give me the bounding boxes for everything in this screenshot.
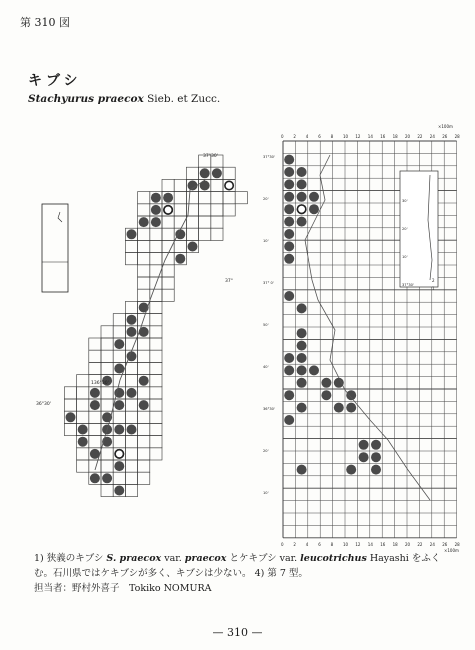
altitude-dot-filled xyxy=(371,452,381,462)
map-grid-cell xyxy=(211,216,223,228)
map-grid-cell xyxy=(174,204,186,216)
caption-text: 1) 狭義のキブシ xyxy=(34,553,107,564)
altitude-dot-filled xyxy=(346,465,356,475)
map-grid-cell xyxy=(223,167,235,179)
caption-text: Hayashi をふく xyxy=(366,553,441,564)
tick-label-bottom: 6 xyxy=(318,541,321,547)
map-grid-cell xyxy=(89,411,101,423)
map-grid-cell xyxy=(150,338,162,350)
map-grid-cell xyxy=(150,253,162,265)
map-grid-cell xyxy=(150,326,162,338)
occurrence-dot-filled xyxy=(102,473,112,483)
lat-label-left: 37° 0' xyxy=(263,281,274,285)
map-grid-cell xyxy=(186,192,198,204)
map-grid-cell xyxy=(162,277,174,289)
altitude-dot-filled xyxy=(359,440,369,450)
occurrence-dot-open xyxy=(225,181,233,189)
occurrence-dot-filled xyxy=(127,388,137,398)
map-grid-cell xyxy=(138,277,150,289)
map-grid-cell xyxy=(101,484,113,496)
caption-line-1 xyxy=(34,551,454,566)
scientific-genus-species: Stachyurus praecox xyxy=(28,93,144,105)
altitude-dot-filled xyxy=(359,452,369,462)
map-grid-cell xyxy=(223,204,235,216)
occurrence-dot-filled xyxy=(127,425,137,435)
lat-label: 37° xyxy=(225,279,233,284)
map-grid-cell xyxy=(138,289,150,301)
map-grid-cell xyxy=(64,399,76,411)
map-grid-cell xyxy=(150,423,162,435)
inset-lat-label: 30' xyxy=(402,199,408,203)
lon-label: 136°30' xyxy=(91,381,109,386)
altitude-dot-filled xyxy=(309,365,319,375)
map-grid-cell xyxy=(138,204,150,216)
map-grid-cell xyxy=(162,216,174,228)
map-grid-cell xyxy=(186,228,198,240)
tick-label-bottom: 16 xyxy=(380,541,386,547)
occurrence-dot-filled xyxy=(114,400,124,410)
map-grid-cell xyxy=(199,192,211,204)
altitude-dot-filled xyxy=(297,403,307,413)
map-grid-cell xyxy=(101,387,113,399)
map-grid-cell xyxy=(101,362,113,374)
map-grid-cell xyxy=(186,167,198,179)
tick-label-top: 6 xyxy=(318,134,321,139)
tick-label-top: 28 xyxy=(454,134,460,139)
map-grid-cell xyxy=(101,399,113,411)
map-grid-cell xyxy=(138,192,150,204)
lat-label: 36°30' xyxy=(36,402,51,407)
altitude-dot-filled xyxy=(284,155,294,165)
altitude-dot-filled xyxy=(284,179,294,189)
map-grid-cell xyxy=(125,253,137,265)
map-grid-cell xyxy=(199,204,211,216)
map-grid-cell xyxy=(162,265,174,277)
altitude-dot-filled xyxy=(284,241,294,251)
map-grid-cell xyxy=(150,411,162,423)
altitude-dot-filled xyxy=(297,353,307,363)
map-grid-cell xyxy=(64,387,76,399)
altitude-dot-filled xyxy=(284,229,294,239)
map-grid-cell xyxy=(113,375,125,387)
map-grid-cell xyxy=(113,350,125,362)
map-grid-cell xyxy=(150,399,162,411)
map-grid-cell xyxy=(138,411,150,423)
species-japanese-name: キブシ xyxy=(28,73,82,89)
occurrence-dot-filled xyxy=(90,388,100,398)
altitude-dot-filled xyxy=(297,378,307,388)
tick-label-bottom: 4 xyxy=(305,541,309,547)
occurrence-dot-filled xyxy=(151,205,161,215)
caption-text: var. xyxy=(161,553,185,564)
altitude-dot-filled xyxy=(297,365,307,375)
altitude-dot-filled xyxy=(284,192,294,202)
map-grid-cell xyxy=(101,338,113,350)
map-grid-cell xyxy=(211,179,223,191)
altitude-dot-filled xyxy=(371,440,381,450)
altitude-dot-filled xyxy=(284,365,294,375)
map-grid-cell xyxy=(138,265,150,277)
map-grid-cell xyxy=(150,375,162,387)
map-grid-cell xyxy=(174,240,186,252)
occurrence-dot-filled xyxy=(127,327,137,337)
map-grid-cell xyxy=(138,436,150,448)
occurrence-dot-filled xyxy=(78,437,88,447)
caption-author: 担当者：野村外喜子 Tokiko NOMURA xyxy=(34,583,212,594)
tick-label-bottom: 18 xyxy=(392,541,398,547)
tick-label-bottom: 10 xyxy=(343,541,349,547)
altitude-dot-filled xyxy=(321,378,331,388)
map-grid-cell xyxy=(125,460,137,472)
map-grid-cell xyxy=(150,362,162,374)
map-grid-cell xyxy=(150,314,162,326)
map-grid-cell xyxy=(125,436,137,448)
map-grid-cell xyxy=(138,338,150,350)
tick-label-top: 4 xyxy=(305,134,309,139)
caption-italic-species: S. praecox xyxy=(106,553,162,564)
legend-inset-map xyxy=(400,171,438,291)
lat-label: 37°30' xyxy=(203,154,218,159)
tick-label-top: 8 xyxy=(330,134,334,139)
map-grid-cell xyxy=(138,362,150,374)
occurrence-dot-filled xyxy=(151,217,161,227)
tick-label-top: 16 xyxy=(380,134,386,139)
location-inset-map xyxy=(42,204,68,292)
map-grid-cell xyxy=(89,423,101,435)
map-grid-cell xyxy=(162,179,174,191)
map-grid-cell xyxy=(174,179,186,191)
map-grid-cell xyxy=(138,460,150,472)
tick-label-bottom: 14 xyxy=(367,541,373,547)
occurrence-dot-filled xyxy=(163,193,173,203)
map-grid-cell xyxy=(113,436,125,448)
map-grid-cell xyxy=(89,436,101,448)
map-grid-cell xyxy=(199,228,211,240)
tick-label-top: 22 xyxy=(417,134,423,139)
map-grid-cell xyxy=(162,228,174,240)
altitude-dot-filled xyxy=(284,353,294,363)
altitude-dot-open xyxy=(297,205,305,213)
altitude-dot-filled xyxy=(284,291,294,301)
altitude-dot-filled xyxy=(297,192,307,202)
map-grid-cell xyxy=(125,375,137,387)
occurrence-dot-filled xyxy=(200,168,210,178)
altitude-dot-filled xyxy=(284,167,294,177)
legend-number: 1 xyxy=(432,286,435,291)
map-grid-cell xyxy=(162,240,174,252)
map-grid-cell xyxy=(101,460,113,472)
map-grid-cell xyxy=(162,289,174,301)
map-grid-cell xyxy=(113,472,125,484)
map-grid-cell xyxy=(138,387,150,399)
tick-label-bottom: 20 xyxy=(405,541,411,547)
map-grid-cell xyxy=(150,228,162,240)
occurrence-dot-filled xyxy=(175,254,185,264)
map-grid-cell xyxy=(89,362,101,374)
inset-lat-label: 10' xyxy=(402,255,408,259)
scientific-authority: Sieb. et Zucc. xyxy=(147,93,221,105)
lat-label-left: 20' xyxy=(263,197,269,201)
tick-label-top: 14 xyxy=(367,134,373,139)
page-number: — 310 — xyxy=(212,626,263,639)
occurrence-dot-filled xyxy=(175,229,185,239)
tick-label-top: 20 xyxy=(405,134,411,139)
map-grid-cell xyxy=(235,192,247,204)
tick-label-top: 18 xyxy=(392,134,398,139)
map-grid-cell xyxy=(150,448,162,460)
lat-label-left: 40' xyxy=(263,365,269,369)
map-grid-cell xyxy=(211,192,223,204)
map-grid-cell xyxy=(77,460,89,472)
map-grid-cell xyxy=(138,448,150,460)
map-grid-cell xyxy=(64,423,76,435)
lat-label-left: 10' xyxy=(263,239,269,243)
tick-label-bottom: 12 xyxy=(355,541,361,547)
map-grid-cell xyxy=(77,375,89,387)
occurrence-dot-filled xyxy=(114,425,124,435)
altitude-dot-filled xyxy=(309,204,319,214)
altitude-dot-filled xyxy=(297,217,307,227)
altitude-dot-filled xyxy=(297,303,307,313)
map-grid-cell xyxy=(125,484,137,496)
altitude-dot-filled xyxy=(346,403,356,413)
map-grid-cell xyxy=(138,350,150,362)
axis-unit-top: ×100m xyxy=(438,124,453,129)
map-grid-cell xyxy=(89,460,101,472)
map-grid-cell xyxy=(125,411,137,423)
lat-label-left: 50' xyxy=(263,323,269,327)
map-grid-cell xyxy=(138,228,150,240)
tick-label-bottom: 26 xyxy=(442,541,448,547)
map-grid-cell xyxy=(125,240,137,252)
altitude-dot-filled xyxy=(297,465,307,475)
map-grid-cell xyxy=(150,301,162,313)
figure-number: 第 310 図 xyxy=(20,16,70,29)
map-grid-cell xyxy=(125,399,137,411)
map-grid-cell xyxy=(150,436,162,448)
caption-italic-variety: leucotrichus xyxy=(300,553,367,564)
map-grid-cell xyxy=(199,216,211,228)
map-grid-cell xyxy=(150,265,162,277)
altitude-dot-filled xyxy=(284,254,294,264)
map-grid-cell xyxy=(125,472,137,484)
lat-label-left: 10' xyxy=(263,491,269,495)
map-grid-cell xyxy=(186,216,198,228)
tick-label-bottom: 24 xyxy=(429,541,435,547)
map-grid-cell xyxy=(150,387,162,399)
inset-frame xyxy=(42,204,68,292)
map-grid-cell xyxy=(101,326,113,338)
map-grid-cell xyxy=(150,350,162,362)
altitude-dot-filled xyxy=(297,341,307,351)
occurrence-dot-filled xyxy=(90,473,100,483)
occurrence-dot-filled xyxy=(188,242,198,252)
inset-lat-label: 37°30' xyxy=(402,283,414,287)
map-grid-cell xyxy=(223,192,235,204)
map-grid-cell xyxy=(125,448,137,460)
map-grid-cell xyxy=(89,350,101,362)
occurrence-dot-open xyxy=(115,450,123,458)
map-grid-cell xyxy=(113,326,125,338)
altitude-dot-filled xyxy=(284,217,294,227)
map-grid-cell xyxy=(125,301,137,313)
occurrence-dot-filled xyxy=(139,217,149,227)
occurrence-dot-open xyxy=(164,206,172,214)
map-grid-cell xyxy=(77,399,89,411)
figure-caption xyxy=(34,551,454,596)
axis-unit-bottom: ×100m xyxy=(444,547,459,553)
caption-text: とケキブシ var. xyxy=(226,553,301,564)
tick-label-top: 26 xyxy=(442,134,448,139)
altitude-dot-filled xyxy=(297,328,307,338)
lat-label-left: 37°30' xyxy=(263,155,275,159)
map-grid-cell xyxy=(138,423,150,435)
map-grid-cell xyxy=(101,350,113,362)
altitude-dot-filled xyxy=(346,390,356,400)
caption-italic-variety: praecox xyxy=(184,553,227,564)
legend-number: 2 xyxy=(432,278,435,283)
map-grid-cell xyxy=(101,448,113,460)
map-grid-cell xyxy=(89,338,101,350)
occurrence-dot-filled xyxy=(127,315,137,325)
altitude-dot-filled xyxy=(284,415,294,425)
occurrence-dot-filled xyxy=(78,425,88,435)
map-grid-cell xyxy=(174,192,186,204)
occurrence-dot-filled xyxy=(139,400,149,410)
occurrence-dot-filled xyxy=(139,376,149,386)
tick-label-bottom: 2 xyxy=(293,541,296,547)
altitude-dot-filled xyxy=(334,378,344,388)
occurrence-dot-filled xyxy=(212,168,222,178)
map-grid-cell xyxy=(211,204,223,216)
tick-label-bottom: 22 xyxy=(417,541,423,547)
lat-label-left: 20' xyxy=(263,449,269,453)
altitude-dot-filled xyxy=(309,192,319,202)
map-grid-cell xyxy=(113,314,125,326)
inset-lat-label: 20' xyxy=(402,227,408,231)
inset-shape xyxy=(58,212,62,222)
occurrence-dot-filled xyxy=(127,229,137,239)
altitude-dot-filled xyxy=(284,390,294,400)
tick-label-top: 12 xyxy=(355,134,361,139)
map-grid-cell xyxy=(138,472,150,484)
map-grid-cell xyxy=(77,448,89,460)
occurrence-dot-filled xyxy=(114,461,124,471)
map-grid-cell xyxy=(113,411,125,423)
map-grid-cell xyxy=(150,240,162,252)
occurrence-dot-filled xyxy=(151,193,161,203)
altitude-dot-filled xyxy=(321,390,331,400)
tick-label-top: 10 xyxy=(343,134,349,139)
altitude-dot-filled xyxy=(297,179,307,189)
altitude-dot-filled xyxy=(371,465,381,475)
tick-label-top: 24 xyxy=(429,134,435,139)
map-grid-cell xyxy=(211,228,223,240)
map-grid-cell xyxy=(77,387,89,399)
altitude-dot-filled xyxy=(284,204,294,214)
occurrence-dot-filled xyxy=(114,486,124,496)
occurrence-dot-filled xyxy=(66,412,76,422)
map-grid-cell xyxy=(138,253,150,265)
tick-label-bottom: 0 xyxy=(281,541,284,547)
tick-label-bottom: 8 xyxy=(330,541,334,547)
altitude-dot-filled xyxy=(297,167,307,177)
map-grid-cell xyxy=(138,240,150,252)
occurrence-dot-filled xyxy=(114,339,124,349)
occurrence-dot-filled xyxy=(90,400,100,410)
lat-label-left: 36°30' xyxy=(263,407,275,411)
caption-line-2: む。石川県ではケキブシが多く、キブシは少ない。 4) 第 7 型。 xyxy=(34,568,308,579)
tick-label-bottom: 28 xyxy=(454,541,460,547)
map-grid-cell xyxy=(125,362,137,374)
tick-label-top: 2 xyxy=(293,134,296,139)
tick-label-top: 0 xyxy=(281,134,284,139)
map-grid-cell xyxy=(77,411,89,423)
altitude-dot-filled xyxy=(334,403,344,413)
